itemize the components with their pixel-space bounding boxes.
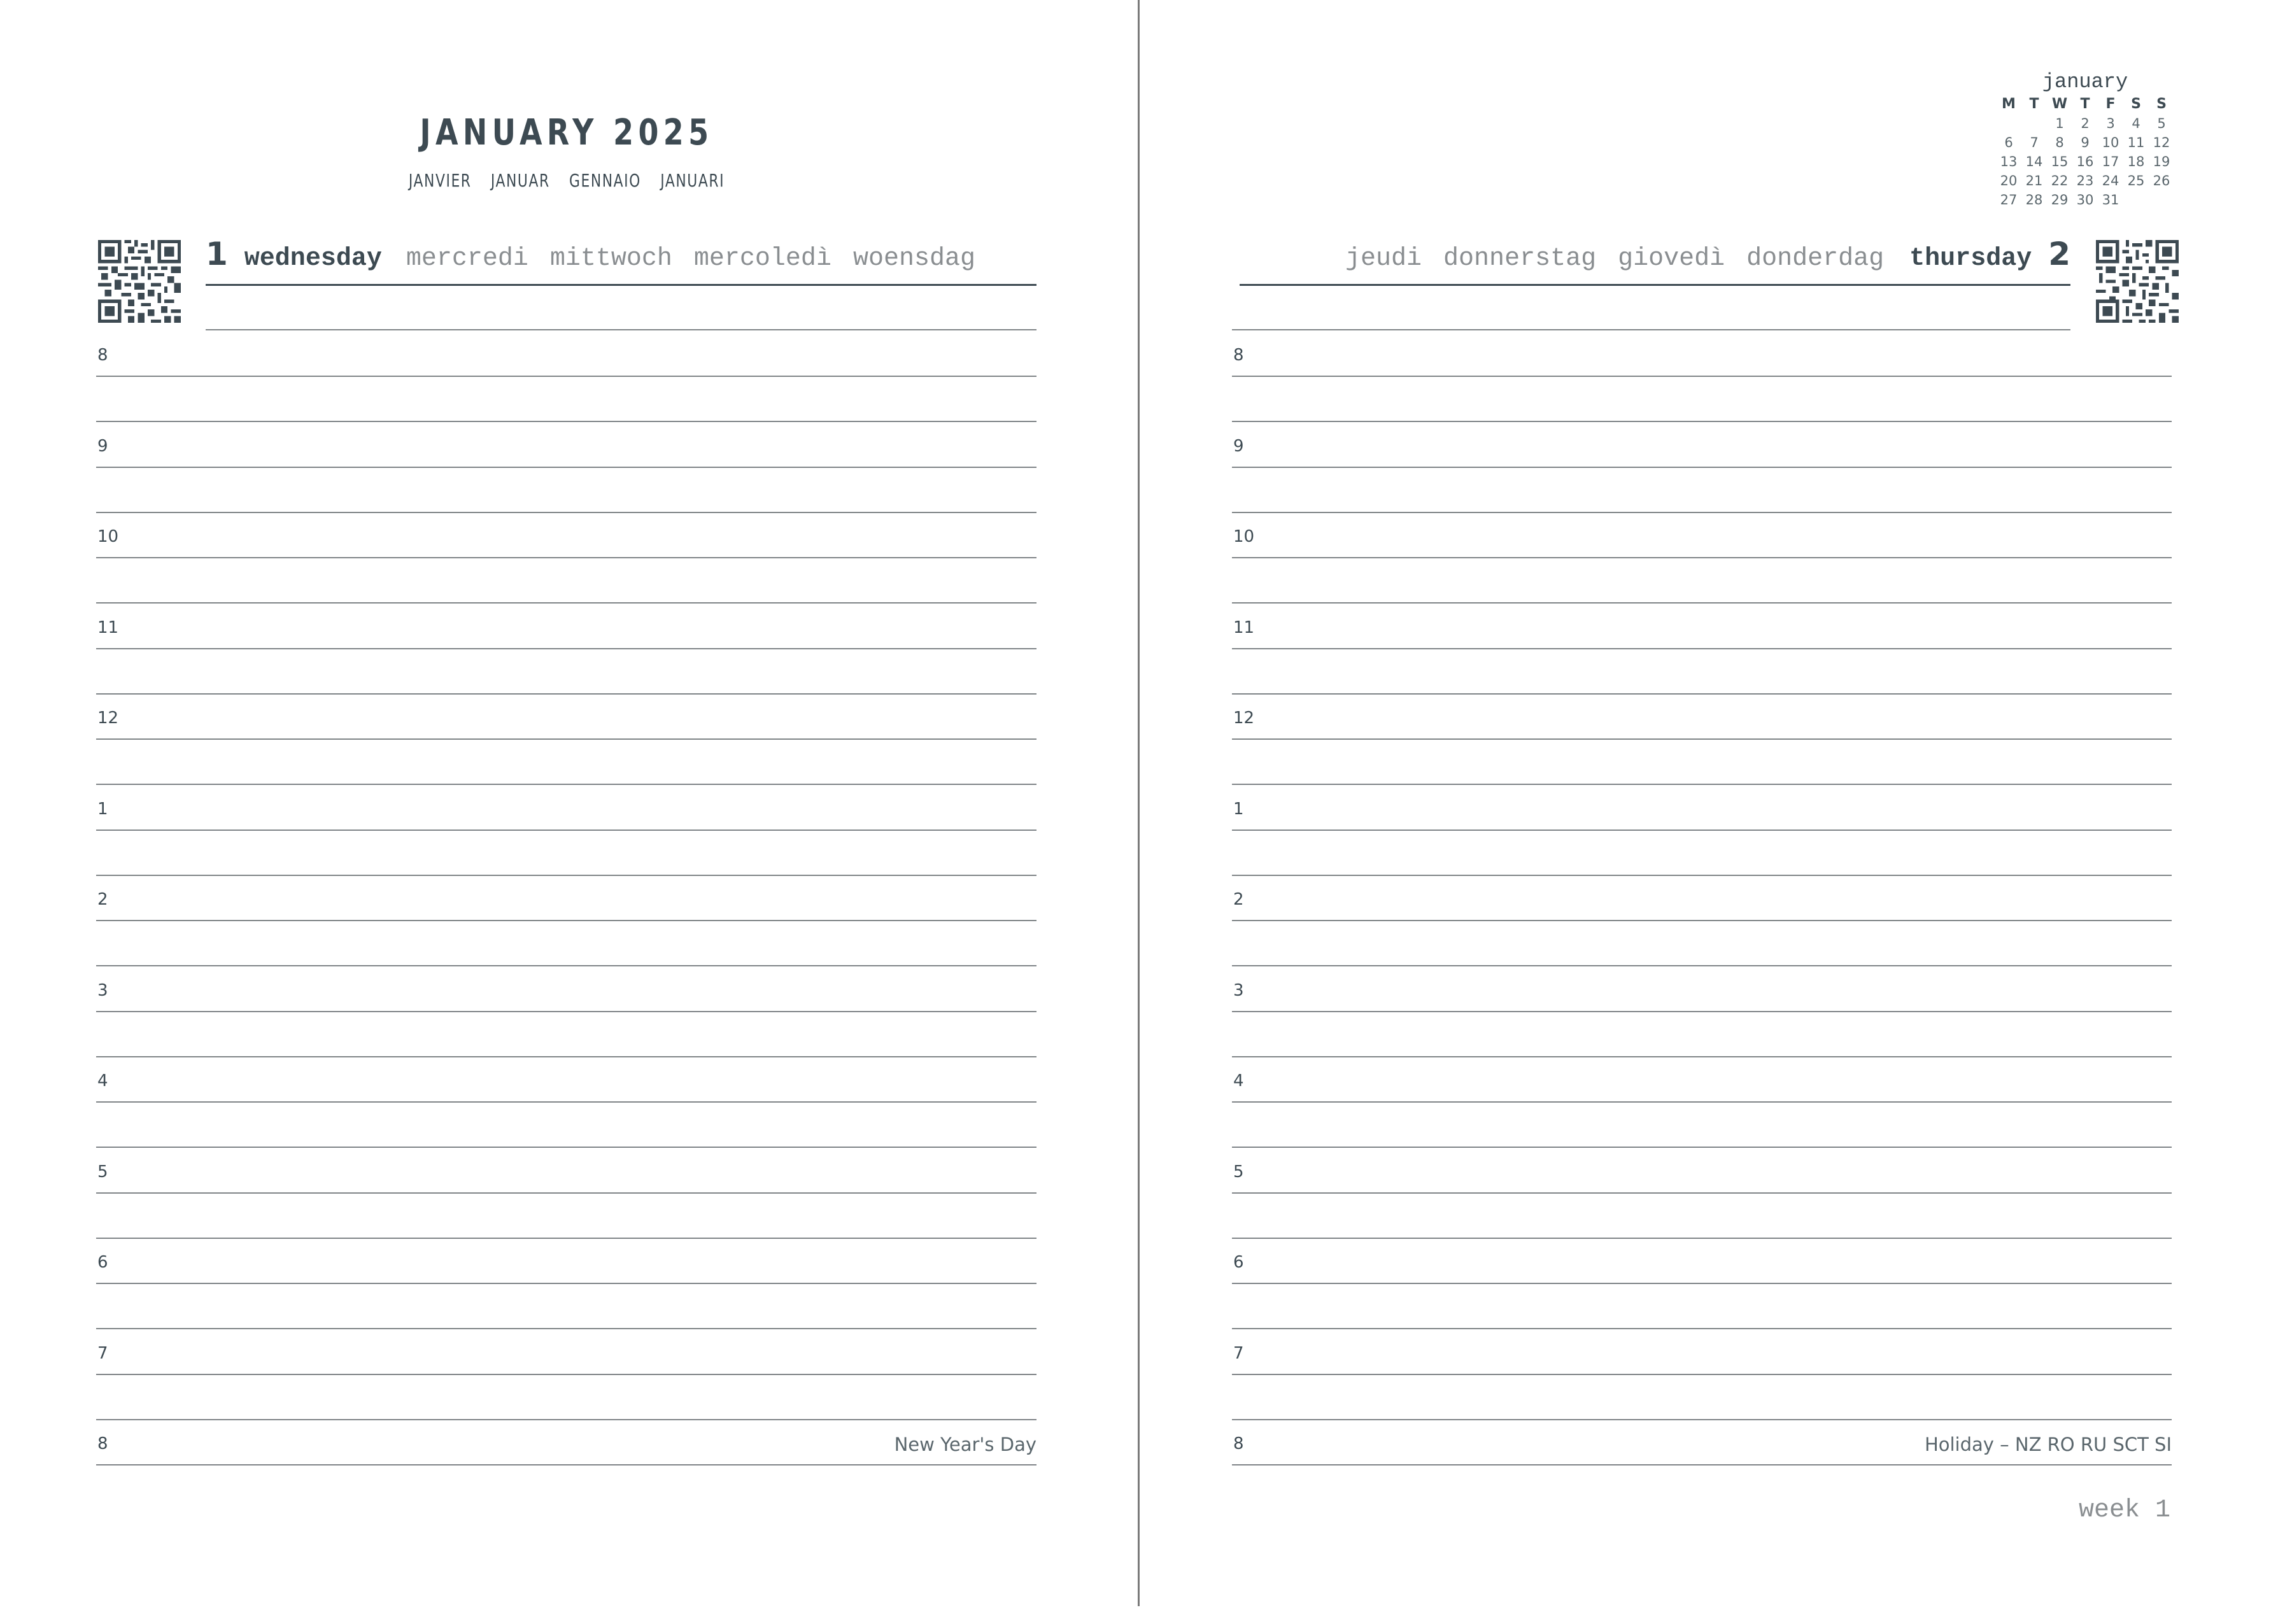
day-name-de: mittwoch xyxy=(549,244,672,273)
mini-calendar-day: 11 xyxy=(2127,135,2145,150)
half-hour-line[interactable] xyxy=(1232,693,2172,695)
mini-calendar-day: 5 xyxy=(2157,116,2166,131)
hour-label: 5 xyxy=(1233,1162,1244,1182)
hour-line[interactable] xyxy=(1232,1464,2172,1465)
mini-calendar-day: 14 xyxy=(2025,154,2043,169)
half-hour-line[interactable] xyxy=(96,965,1036,966)
month-title: JANUARY 2025 xyxy=(420,112,714,153)
hour-line[interactable] xyxy=(96,1011,1036,1012)
hour-line[interactable] xyxy=(1232,1192,2172,1194)
mini-calendar-day: 18 xyxy=(2127,154,2145,169)
header-rule xyxy=(1240,284,2070,286)
mini-calendar-day: 10 xyxy=(2102,135,2119,150)
day-name-it: mercoledì xyxy=(693,244,831,273)
day-name: thursday xyxy=(1909,244,2032,273)
half-hour-line[interactable] xyxy=(96,602,1036,604)
hour-label: 9 xyxy=(1233,436,1244,456)
mini-calendar-day: 15 xyxy=(2051,154,2069,169)
hour-line[interactable] xyxy=(1232,467,2172,468)
day-header-right xyxy=(1345,236,2070,274)
half-hour-line[interactable] xyxy=(1232,421,2172,422)
mini-calendar-grid xyxy=(1996,95,2181,209)
mini-calendar-day: 6 xyxy=(2004,135,2013,150)
hour-label: 8 xyxy=(1233,1434,1244,1453)
hour-label: 7 xyxy=(1233,1343,1244,1363)
hour-label: 4 xyxy=(1233,1071,1244,1091)
mini-calendar-day: 29 xyxy=(2051,192,2069,208)
half-hour-line[interactable] xyxy=(1232,784,2172,785)
mini-calendar-day: 8 xyxy=(2055,135,2064,150)
half-hour-line[interactable] xyxy=(96,693,1036,695)
hour-line[interactable] xyxy=(1232,830,2172,831)
mini-calendar-day: 28 xyxy=(2025,192,2043,208)
mini-calendar-day: 9 xyxy=(2081,135,2090,150)
hour-line[interactable] xyxy=(96,1283,1036,1284)
hour-line[interactable] xyxy=(96,1101,1036,1103)
month-translation-de: JANUAR xyxy=(490,170,550,191)
half-hour-line[interactable] xyxy=(1232,875,2172,876)
weekday-header: S xyxy=(2131,96,2141,112)
month-translation-nl: JANUARI xyxy=(660,170,725,191)
hour-line[interactable] xyxy=(96,738,1036,740)
hour-label: 1 xyxy=(1233,799,1244,819)
mini-calendar-day: 24 xyxy=(2102,173,2119,188)
day-name-fr: jeudi xyxy=(1345,244,1422,273)
hour-label: 1 xyxy=(97,799,108,819)
hour-label: 2 xyxy=(1233,890,1244,909)
hour-line[interactable] xyxy=(96,557,1036,558)
hour-line[interactable] xyxy=(96,1464,1036,1465)
hour-line[interactable] xyxy=(1232,648,2172,649)
mini-calendar-day xyxy=(1996,114,2021,133)
day-name-fr: mercredi xyxy=(406,244,528,273)
hour-line[interactable] xyxy=(96,648,1036,649)
mini-calendar-day: 13 xyxy=(2000,154,2018,169)
hour-label: 5 xyxy=(97,1162,108,1182)
day-name-nl: donderdag xyxy=(1746,244,1885,273)
mini-calendar-day: 12 xyxy=(2153,135,2170,150)
half-hour-line[interactable] xyxy=(1232,1419,2172,1420)
half-hour-line[interactable] xyxy=(96,875,1036,876)
half-hour-line[interactable] xyxy=(1232,602,2172,604)
hour-label: 8 xyxy=(97,1434,108,1453)
hour-label: 6 xyxy=(97,1253,108,1272)
mini-calendar-day: 22 xyxy=(2051,173,2069,188)
half-hour-line[interactable] xyxy=(1232,965,2172,966)
writing-line[interactable] xyxy=(1232,329,2070,330)
day-header-left xyxy=(206,236,975,274)
mini-calendar-day: 4 xyxy=(2132,116,2140,131)
weekday-header: T xyxy=(2080,96,2090,112)
mini-calendar xyxy=(1996,70,2181,209)
half-hour-line[interactable] xyxy=(96,421,1036,422)
hour-label: 4 xyxy=(97,1071,108,1091)
mini-calendar-title: january xyxy=(2042,70,2128,94)
mini-calendar-day xyxy=(2021,114,2047,133)
mini-calendar-day: 25 xyxy=(2127,173,2145,188)
week-number: week 1 xyxy=(2078,1496,2170,1525)
hour-line[interactable] xyxy=(96,830,1036,831)
half-hour-line[interactable] xyxy=(1232,1238,2172,1239)
writing-line[interactable] xyxy=(206,329,1036,330)
half-hour-line[interactable] xyxy=(96,784,1036,785)
mini-calendar-day xyxy=(2149,190,2174,209)
half-hour-line[interactable] xyxy=(96,512,1036,513)
weekday-header: T xyxy=(2029,96,2039,112)
weekday-header: F xyxy=(2105,96,2116,112)
qr-code-icon[interactable] xyxy=(98,240,181,323)
hour-line[interactable] xyxy=(1232,1101,2172,1103)
mini-calendar-day: 3 xyxy=(2106,116,2115,131)
mini-calendar-day: 1 xyxy=(2055,116,2064,131)
holiday-note: New Year's Day xyxy=(894,1434,1036,1455)
half-hour-line[interactable] xyxy=(96,1238,1036,1239)
half-hour-line[interactable] xyxy=(96,1056,1036,1057)
mini-calendar-day: 16 xyxy=(2076,154,2094,169)
header-rule xyxy=(206,284,1036,286)
month-translation-fr: JANVIER xyxy=(408,170,472,191)
half-hour-line[interactable] xyxy=(1232,1056,2172,1057)
hour-label: 10 xyxy=(1233,527,1255,546)
weekday-header: W xyxy=(2051,96,2068,112)
hour-line[interactable] xyxy=(96,467,1036,468)
hour-line[interactable] xyxy=(96,1374,1036,1375)
hour-label: 8 xyxy=(1233,346,1244,365)
hour-label: 3 xyxy=(1233,980,1244,1000)
half-hour-line[interactable] xyxy=(1232,512,2172,513)
month-translation-it: GENNAIO xyxy=(569,170,641,191)
mini-calendar-day: 7 xyxy=(2030,135,2039,150)
day-number: 1 xyxy=(206,236,228,272)
hour-line[interactable] xyxy=(96,376,1036,377)
mini-calendar-day: 26 xyxy=(2153,173,2170,188)
hour-line[interactable] xyxy=(96,1192,1036,1194)
hour-label: 9 xyxy=(97,436,108,456)
hour-label: 11 xyxy=(97,618,119,637)
mini-calendar-day: 30 xyxy=(2076,192,2094,208)
mini-calendar-day: 2 xyxy=(2081,116,2090,131)
half-hour-line[interactable] xyxy=(1232,1147,2172,1148)
mini-calendar-day: 27 xyxy=(2000,192,2018,208)
day-name-nl: woensdag xyxy=(853,244,975,273)
hour-line[interactable] xyxy=(1232,920,2172,921)
weekday-header: M xyxy=(2002,96,2016,112)
mini-calendar-day xyxy=(2123,190,2149,209)
month-translations xyxy=(393,170,740,191)
hour-line[interactable] xyxy=(96,920,1036,921)
hour-line[interactable] xyxy=(1232,1283,2172,1284)
hour-label: 10 xyxy=(97,527,119,546)
hour-line[interactable] xyxy=(1232,1374,2172,1375)
day-name: wednesday xyxy=(244,244,382,273)
qr-code-icon[interactable] xyxy=(2096,240,2179,323)
day-name-it: giovedì xyxy=(1618,244,1725,273)
half-hour-line[interactable] xyxy=(96,1147,1036,1148)
hour-line[interactable] xyxy=(1232,1011,2172,1012)
page-spine-divider xyxy=(1138,0,1140,1606)
half-hour-line[interactable] xyxy=(96,1419,1036,1420)
holiday-note: Holiday – NZ RO RU SCT SI xyxy=(1924,1434,2172,1455)
hour-label: 12 xyxy=(97,709,119,728)
hour-line[interactable] xyxy=(1232,376,2172,377)
mini-calendar-day: 20 xyxy=(2000,173,2018,188)
mini-calendar-day: 23 xyxy=(2076,173,2094,188)
hour-line[interactable] xyxy=(1232,738,2172,740)
hour-label: 2 xyxy=(97,890,108,909)
half-hour-line[interactable] xyxy=(1232,1328,2172,1329)
hour-label: 12 xyxy=(1233,709,1255,728)
hour-line[interactable] xyxy=(1232,557,2172,558)
mini-calendar-day: 17 xyxy=(2102,154,2119,169)
day-number: 2 xyxy=(2048,236,2070,272)
mini-calendar-day: 19 xyxy=(2153,154,2170,169)
hour-label: 6 xyxy=(1233,1253,1244,1272)
mini-calendar-day: 21 xyxy=(2025,173,2043,188)
hour-label: 11 xyxy=(1233,618,1255,637)
day-name-de: donnerstag xyxy=(1443,244,1597,273)
hour-label: 7 xyxy=(97,1343,108,1363)
half-hour-line[interactable] xyxy=(96,1328,1036,1329)
hour-label: 3 xyxy=(97,980,108,1000)
mini-calendar-day: 31 xyxy=(2102,192,2119,208)
hour-label: 8 xyxy=(97,346,108,365)
weekday-header: S xyxy=(2156,96,2167,112)
